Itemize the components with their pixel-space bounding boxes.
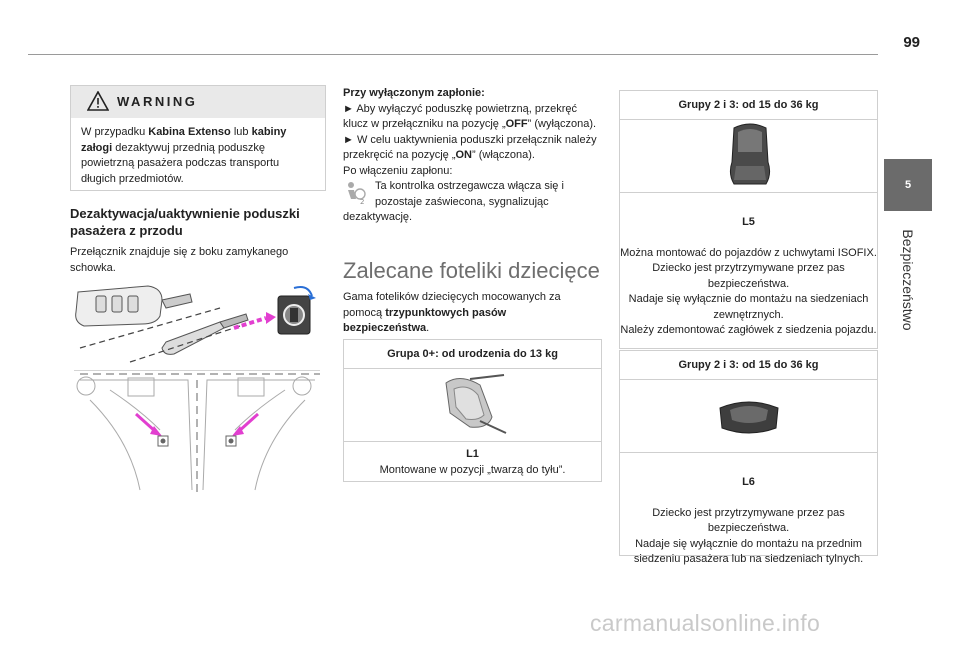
dashboard-illustration	[70, 370, 325, 496]
seat-card-l5	[619, 90, 878, 349]
step-on: ► W celu uaktywnienia poduszki przełącznik należy przekręcić na pozycję „ON” (włączona).	[343, 133, 597, 161]
seats-intro: Gama fotelików dziecięcych mocowanych za pomocą trzypunktowych pasów bezpieczeństwa.	[343, 291, 561, 334]
seat-card-header: Grupa 0+: od urodzenia do 13 kg	[344, 340, 601, 369]
seat-code: L5	[742, 215, 755, 228]
seat-code: L6	[742, 475, 755, 488]
seat-card-image	[620, 380, 877, 453]
recommended-seats-heading: Zalecane foteliki dziecięce	[343, 258, 600, 283]
svg-text:2: 2	[360, 198, 365, 205]
chapter-label-text: Bezpieczeństwo	[900, 229, 916, 331]
seat-description: Dziecko jest przytrzymywane przez pas bezpieczeństwa. Nadaje się wyłącznie do montażu na przednim siedzeniu pasażera lub na siedzeniach tylnych.	[633, 506, 864, 565]
warning-lamp-note: 2 Ta kontrolka ostrzegawcza włącza się i pozostaje zaświecona, sygnalizując dezaktywację.	[343, 180, 564, 223]
warning-triangle-icon	[87, 91, 109, 111]
chapter-tab[interactable]: 5	[884, 159, 932, 211]
seat-description: Montowane w pozycji „twarzą do tyłu”.	[379, 463, 566, 476]
seat-card-body	[620, 199, 877, 354]
seat-card-l1	[343, 339, 602, 482]
warning-title: WARNING	[117, 94, 198, 109]
ignition-instructions	[343, 86, 605, 226]
seat-card-body	[344, 447, 601, 478]
step-off: ► Aby wyłączyć poduszkę powietrzną, przekręć klucz w przełączniku na pozycję „OFF” (wyłączona).	[343, 102, 597, 130]
booster-seat-backrest-icon	[726, 122, 774, 190]
booster-cushion-icon	[716, 394, 782, 438]
page-number: 99	[903, 34, 920, 51]
seat-card-header: Grupy 2 i 3: od 15 do 36 kg	[620, 91, 877, 120]
seat-card-header: Grupy 2 i 3: od 15 do 36 kg	[620, 351, 877, 380]
airbag-section-heading: Dezaktywacja/uaktywnienie poduszki pasażera z przodu	[70, 206, 300, 238]
ignition-on-line: Po włączeniu zapłonu:	[343, 164, 453, 177]
warning-box	[70, 85, 326, 191]
airbag-section-text: Przełącznik znajduje się z boku zamykanego schowka.	[70, 246, 289, 274]
seat-code: L1	[466, 448, 479, 460]
key-switch-illustration	[70, 282, 325, 370]
ignition-heading: Przy wyłączonym zapłonie:	[343, 87, 485, 99]
seat-card-image	[620, 120, 877, 193]
warning-text: W przypadku Kabina Extenso lub kabiny załogi dezaktywuj przednią poduszkę powietrzną pasażera podczas transportu długich przedmiotów.	[81, 126, 287, 185]
seat-card-l6	[619, 350, 878, 565]
seat-card-image	[344, 369, 601, 442]
chapter-label	[875, 220, 941, 340]
top-divider	[28, 54, 878, 55]
warning-header	[71, 86, 325, 118]
seat-description: Można montować do pojazdów z uchwytami ISOFIX. Dziecko jest przytrzymywane przez pas bezpieczeństwa. Nadaje się wyłącznie do montażu na siedzeniach zewnętrznych. Należy zdemontować zagłówek z siedzenia pojazdu.	[620, 246, 877, 336]
rear-facing-seat-icon	[440, 373, 510, 435]
airbag-off-lamp-icon	[343, 181, 369, 205]
watermark: carmanualsonline.info	[590, 610, 821, 636]
seat-card-body	[620, 459, 877, 583]
